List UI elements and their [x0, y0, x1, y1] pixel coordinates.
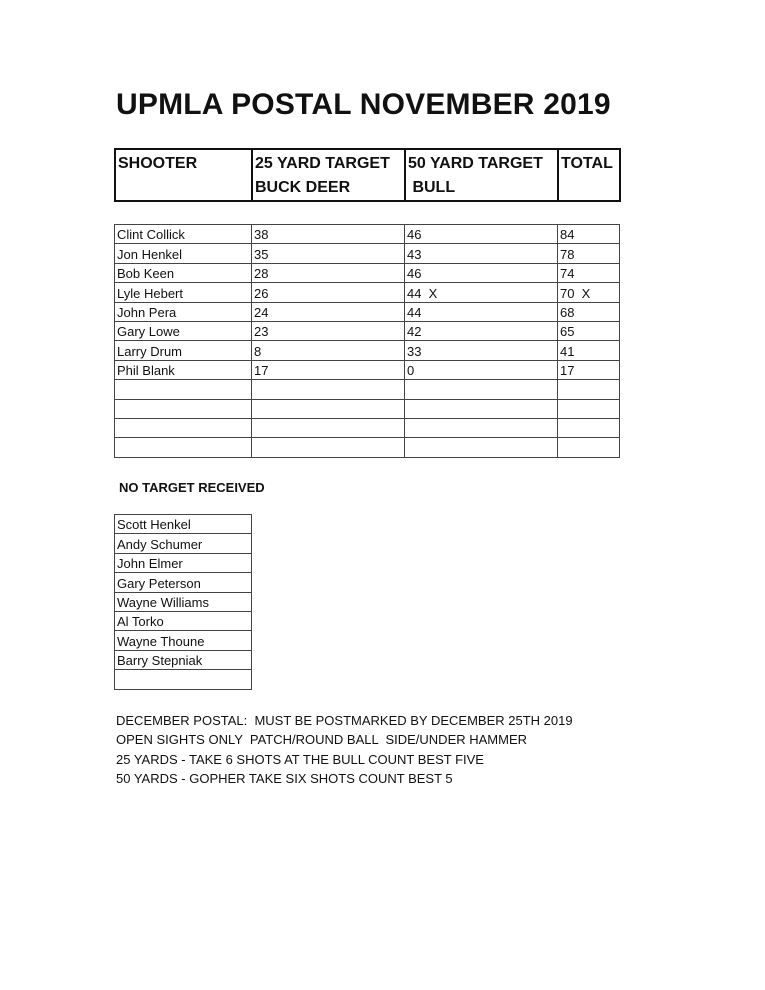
table-row [115, 225, 620, 244]
cell-total: 68 [558, 302, 620, 321]
cell-empty [558, 399, 620, 418]
no-target-name: John Elmer [115, 553, 252, 572]
cell-total: 65 [558, 321, 620, 340]
table-row-empty [115, 380, 620, 399]
cell-empty [252, 418, 405, 437]
list-item [115, 573, 252, 592]
cell-name: Clint Collick [115, 225, 252, 244]
cell-empty [115, 438, 252, 457]
table-row [115, 321, 620, 340]
cell-name: Jon Henkel [115, 244, 252, 263]
header-25-line1: 25 YARD TARGET [255, 155, 390, 172]
cell-name: Phil Blank [115, 360, 252, 379]
header-50-yard [405, 149, 558, 201]
header-shooter [115, 149, 252, 201]
cell-50: 46 [405, 225, 558, 244]
cell-25: 8 [252, 341, 405, 360]
cell-empty [558, 418, 620, 437]
cell-name: Larry Drum [115, 341, 252, 360]
cell-empty [115, 380, 252, 399]
cell-empty [558, 438, 620, 457]
cell-25: 24 [252, 302, 405, 321]
no-target-name: Wayne Williams [115, 592, 252, 611]
list-item [115, 670, 252, 689]
header-table [114, 148, 621, 202]
no-target-name: Wayne Thoune [115, 631, 252, 650]
table-row [115, 302, 620, 321]
cell-empty [405, 380, 558, 399]
list-item [115, 592, 252, 611]
list-item [115, 553, 252, 572]
no-target-name: Andy Schumer [115, 534, 252, 553]
list-item [115, 534, 252, 553]
table-row-empty [115, 438, 620, 457]
cell-25: 38 [252, 225, 405, 244]
table-row [115, 283, 620, 302]
header-total-label: TOTAL [561, 155, 613, 172]
list-item [115, 631, 252, 650]
postal-notes [116, 711, 573, 789]
header-shooter-label: SHOOTER [118, 155, 198, 172]
list-item [115, 650, 252, 669]
cell-total: 41 [558, 341, 620, 360]
no-target-name: Scott Henkel [115, 515, 252, 534]
cell-50: 33 [405, 341, 558, 360]
page-title: UPMLA POSTAL NOVEMBER 2019 [116, 88, 611, 121]
cell-total: 70 X [558, 283, 620, 302]
no-target-name: Gary Peterson [115, 573, 252, 592]
cell-empty [115, 399, 252, 418]
cell-name: John Pera [115, 302, 252, 321]
no-target-heading: NO TARGET RECEIVED [119, 480, 265, 495]
table-row-empty [115, 399, 620, 418]
cell-empty [558, 380, 620, 399]
note-line: 50 YARDS - GOPHER TAKE SIX SHOTS COUNT BEST 5 [116, 771, 453, 787]
cell-50: 43 [405, 244, 558, 263]
cell-25: 28 [252, 263, 405, 282]
cell-empty [405, 418, 558, 437]
cell-name: Gary Lowe [115, 321, 252, 340]
no-target-name: Al Torko [115, 611, 252, 630]
cell-empty [405, 438, 558, 457]
cell-total: 74 [558, 263, 620, 282]
cell-total: 78 [558, 244, 620, 263]
table-row-empty [115, 418, 620, 437]
table-row [115, 341, 620, 360]
cell-50: 46 [405, 263, 558, 282]
no-target-name: Barry Stepniak [115, 650, 252, 669]
header-25-line2: BUCK DEER [255, 179, 351, 196]
header-50-line2: BULL [408, 179, 456, 196]
cell-50: 42 [405, 321, 558, 340]
table-row [115, 263, 620, 282]
cell-empty [252, 380, 405, 399]
cell-25: 17 [252, 360, 405, 379]
cell-empty [252, 399, 405, 418]
header-total [558, 149, 620, 201]
cell-name: Lyle Hebert [115, 283, 252, 302]
note-line: 25 YARDS - TAKE 6 SHOTS AT THE BULL COUNT BEST FIVE [116, 751, 484, 767]
list-item [115, 515, 252, 534]
cell-50: 44 X [405, 283, 558, 302]
no-target-name [115, 670, 252, 689]
cell-name: Bob Keen [115, 263, 252, 282]
cell-50: 0 [405, 360, 558, 379]
list-item [115, 611, 252, 630]
cell-total: 84 [558, 225, 620, 244]
header-50-line1: 50 YARD TARGET [408, 155, 543, 172]
no-target-table [114, 514, 252, 690]
header-25-yard [252, 149, 405, 201]
cell-empty [115, 418, 252, 437]
cell-empty [252, 438, 405, 457]
cell-50: 44 [405, 302, 558, 321]
results-table [114, 224, 620, 458]
cell-empty [405, 399, 558, 418]
note-line: OPEN SIGHTS ONLY PATCH/ROUND BALL SIDE/UNDER HAMMER [116, 732, 528, 748]
note-line: DECEMBER POSTAL: MUST BE POSTMARKED BY DECEMBER 25TH 2019 [116, 713, 573, 728]
table-row [115, 360, 620, 379]
cell-25: 35 [252, 244, 405, 263]
cell-total: 17 [558, 360, 620, 379]
table-row [115, 244, 620, 263]
cell-25: 26 [252, 283, 405, 302]
cell-25: 23 [252, 321, 405, 340]
